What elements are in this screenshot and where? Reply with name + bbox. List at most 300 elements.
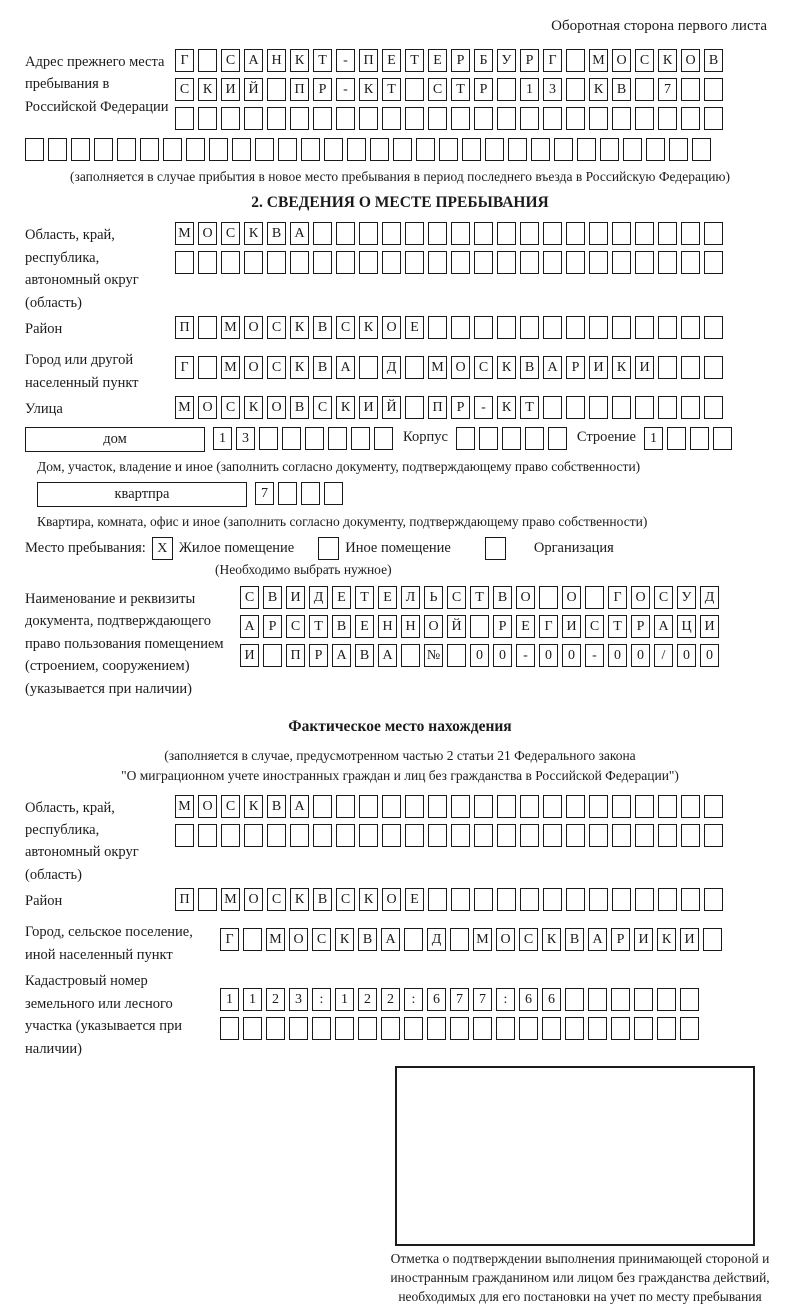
char-cell[interactable]: : — [404, 988, 423, 1011]
char-cell[interactable]: С — [221, 396, 240, 419]
char-cell[interactable]: П — [286, 644, 305, 667]
char-cell[interactable] — [704, 78, 723, 101]
char-cell[interactable] — [382, 222, 401, 245]
char-cell[interactable]: 1 — [213, 427, 232, 450]
char-cell[interactable]: С — [221, 49, 240, 72]
char-cell[interactable]: М — [221, 888, 240, 911]
char-cell[interactable]: Т — [313, 49, 332, 72]
char-cell[interactable] — [198, 356, 217, 379]
char-cell[interactable] — [243, 928, 262, 951]
char-cell[interactable] — [267, 107, 286, 130]
char-cell[interactable]: Т — [451, 78, 470, 101]
char-cell[interactable]: С — [447, 586, 466, 609]
char-cell[interactable] — [612, 251, 631, 274]
char-cell[interactable] — [566, 78, 585, 101]
char-cell[interactable] — [428, 795, 447, 818]
char-cell[interactable]: В — [313, 356, 332, 379]
char-cell[interactable]: В — [493, 586, 512, 609]
char-cell[interactable] — [336, 824, 355, 847]
char-cell[interactable] — [497, 107, 516, 130]
char-cell[interactable]: О — [244, 356, 263, 379]
char-cell[interactable]: 1 — [520, 78, 539, 101]
char-cell[interactable]: Т — [405, 49, 424, 72]
char-cell[interactable] — [681, 222, 700, 245]
char-cell[interactable] — [451, 888, 470, 911]
char-cell[interactable] — [301, 482, 320, 505]
char-cell[interactable]: О — [382, 316, 401, 339]
char-cell[interactable]: А — [588, 928, 607, 951]
char-cell[interactable]: С — [654, 586, 673, 609]
char-cell[interactable]: К — [657, 928, 676, 951]
char-cell[interactable]: В — [267, 795, 286, 818]
char-cell[interactable] — [209, 138, 228, 161]
char-cell[interactable] — [267, 251, 286, 274]
char-cell[interactable] — [520, 222, 539, 245]
char-cell[interactable] — [635, 795, 654, 818]
char-cell[interactable] — [612, 824, 631, 847]
char-cell[interactable] — [428, 107, 447, 130]
char-cell[interactable] — [520, 251, 539, 274]
char-cell[interactable] — [543, 396, 562, 419]
char-cell[interactable]: С — [267, 316, 286, 339]
char-cell[interactable]: Т — [355, 586, 374, 609]
char-cell[interactable] — [704, 316, 723, 339]
char-cell[interactable] — [428, 251, 447, 274]
char-cell[interactable] — [451, 795, 470, 818]
char-cell[interactable]: 7 — [450, 988, 469, 1011]
char-cell[interactable]: О — [244, 316, 263, 339]
char-cell[interactable] — [474, 795, 493, 818]
char-cell[interactable] — [244, 824, 263, 847]
char-cell[interactable] — [612, 316, 631, 339]
checkbox-zhiloe[interactable]: X — [152, 537, 173, 560]
char-cell[interactable]: В — [355, 644, 374, 667]
char-cell[interactable] — [704, 888, 723, 911]
char-cell[interactable]: О — [496, 928, 515, 951]
char-cell[interactable]: К — [359, 78, 378, 101]
char-cell[interactable] — [520, 316, 539, 339]
char-cell[interactable]: О — [562, 586, 581, 609]
char-cell[interactable] — [324, 138, 343, 161]
char-cell[interactable] — [585, 586, 604, 609]
char-cell[interactable] — [221, 824, 240, 847]
char-cell[interactable] — [681, 824, 700, 847]
char-cell[interactable] — [497, 316, 516, 339]
char-cell[interactable]: М — [428, 356, 447, 379]
char-cell[interactable]: Р — [520, 49, 539, 72]
char-cell[interactable] — [531, 138, 550, 161]
char-cell[interactable]: - — [585, 644, 604, 667]
char-cell[interactable] — [704, 107, 723, 130]
char-cell[interactable] — [474, 222, 493, 245]
char-cell[interactable] — [658, 824, 677, 847]
char-cell[interactable]: О — [612, 49, 631, 72]
char-cell[interactable] — [657, 988, 676, 1011]
char-cell[interactable]: И — [221, 78, 240, 101]
char-cell[interactable] — [525, 427, 544, 450]
char-cell[interactable] — [232, 138, 251, 161]
char-cell[interactable] — [404, 1017, 423, 1040]
char-cell[interactable]: У — [497, 49, 516, 72]
char-cell[interactable] — [612, 222, 631, 245]
char-cell[interactable] — [428, 888, 447, 911]
char-cell[interactable] — [290, 107, 309, 130]
char-cell[interactable] — [543, 316, 562, 339]
char-cell[interactable]: В — [565, 928, 584, 951]
char-cell[interactable]: О — [289, 928, 308, 951]
char-cell[interactable]: С — [313, 396, 332, 419]
char-cell[interactable] — [681, 316, 700, 339]
char-cell[interactable] — [681, 795, 700, 818]
char-cell[interactable]: С — [240, 586, 259, 609]
char-cell[interactable] — [566, 222, 585, 245]
char-cell[interactable]: В — [704, 49, 723, 72]
char-cell[interactable]: С — [221, 222, 240, 245]
char-cell[interactable] — [713, 427, 732, 450]
char-cell[interactable]: О — [516, 586, 535, 609]
char-cell[interactable] — [589, 396, 608, 419]
char-cell[interactable] — [427, 1017, 446, 1040]
char-cell[interactable] — [382, 107, 401, 130]
char-cell[interactable]: Е — [378, 586, 397, 609]
char-cell[interactable] — [474, 888, 493, 911]
char-cell[interactable]: Т — [520, 396, 539, 419]
char-cell[interactable] — [600, 138, 619, 161]
char-cell[interactable]: К — [290, 888, 309, 911]
char-cell[interactable]: Т — [470, 586, 489, 609]
char-cell[interactable] — [267, 78, 286, 101]
char-cell[interactable] — [405, 107, 424, 130]
char-cell[interactable]: К — [359, 888, 378, 911]
char-cell[interactable]: Д — [309, 586, 328, 609]
char-cell[interactable] — [71, 138, 90, 161]
char-cell[interactable]: К — [198, 78, 217, 101]
char-cell[interactable]: А — [381, 928, 400, 951]
char-cell[interactable] — [681, 107, 700, 130]
char-cell[interactable] — [301, 138, 320, 161]
char-cell[interactable]: В — [267, 222, 286, 245]
char-cell[interactable]: Г — [543, 49, 562, 72]
char-cell[interactable] — [470, 615, 489, 638]
char-cell[interactable]: : — [496, 988, 515, 1011]
char-cell[interactable]: Б — [474, 49, 493, 72]
char-cell[interactable]: 0 — [608, 644, 627, 667]
char-cell[interactable] — [462, 138, 481, 161]
char-cell[interactable]: 2 — [381, 988, 400, 1011]
char-cell[interactable]: 6 — [542, 988, 561, 1011]
char-cell[interactable]: Р — [309, 644, 328, 667]
char-cell[interactable] — [313, 824, 332, 847]
char-cell[interactable]: 6 — [519, 988, 538, 1011]
char-cell[interactable] — [497, 222, 516, 245]
char-cell[interactable]: К — [244, 396, 263, 419]
char-cell[interactable]: К — [335, 928, 354, 951]
char-cell[interactable] — [658, 396, 677, 419]
char-cell[interactable] — [485, 138, 504, 161]
char-cell[interactable]: С — [267, 356, 286, 379]
char-cell[interactable] — [548, 427, 567, 450]
char-cell[interactable] — [543, 107, 562, 130]
char-cell[interactable] — [48, 138, 67, 161]
char-cell[interactable] — [382, 824, 401, 847]
char-cell[interactable]: К — [612, 356, 631, 379]
char-cell[interactable] — [336, 795, 355, 818]
char-cell[interactable] — [447, 644, 466, 667]
char-cell[interactable] — [554, 138, 573, 161]
char-cell[interactable] — [255, 138, 274, 161]
char-cell[interactable]: Г — [608, 586, 627, 609]
char-cell[interactable]: Р — [451, 396, 470, 419]
char-cell[interactable]: В — [313, 316, 332, 339]
char-cell[interactable]: П — [428, 396, 447, 419]
char-cell[interactable]: Е — [428, 49, 447, 72]
char-cell[interactable] — [588, 988, 607, 1011]
char-cell[interactable] — [635, 78, 654, 101]
char-cell[interactable]: Г — [220, 928, 239, 951]
char-cell[interactable] — [543, 795, 562, 818]
char-cell[interactable]: 0 — [631, 644, 650, 667]
char-cell[interactable] — [198, 316, 217, 339]
char-cell[interactable]: 7 — [658, 78, 677, 101]
char-cell[interactable] — [259, 427, 278, 450]
char-cell[interactable]: А — [240, 615, 259, 638]
char-cell[interactable]: Д — [382, 356, 401, 379]
char-cell[interactable] — [690, 427, 709, 450]
char-cell[interactable] — [25, 138, 44, 161]
char-cell[interactable] — [198, 251, 217, 274]
char-cell[interactable] — [681, 78, 700, 101]
char-cell[interactable]: И — [635, 356, 654, 379]
char-cell[interactable] — [359, 251, 378, 274]
char-cell[interactable] — [635, 888, 654, 911]
char-cell[interactable] — [502, 427, 521, 450]
char-cell[interactable]: И — [589, 356, 608, 379]
char-cell[interactable]: Й — [244, 78, 263, 101]
char-cell[interactable]: И — [634, 928, 653, 951]
char-cell[interactable] — [612, 396, 631, 419]
char-cell[interactable] — [451, 107, 470, 130]
char-cell[interactable] — [278, 482, 297, 505]
char-cell[interactable] — [680, 1017, 699, 1040]
char-cell[interactable] — [681, 356, 700, 379]
char-cell[interactable]: С — [336, 316, 355, 339]
char-cell[interactable] — [566, 316, 585, 339]
char-cell[interactable] — [313, 251, 332, 274]
char-cell[interactable]: Е — [382, 49, 401, 72]
char-cell[interactable] — [657, 1017, 676, 1040]
char-cell[interactable] — [451, 316, 470, 339]
char-cell[interactable] — [497, 824, 516, 847]
char-cell[interactable] — [313, 222, 332, 245]
char-cell[interactable] — [704, 396, 723, 419]
char-cell[interactable] — [589, 251, 608, 274]
char-cell[interactable] — [428, 222, 447, 245]
char-cell[interactable]: Н — [378, 615, 397, 638]
char-cell[interactable]: П — [175, 888, 194, 911]
char-cell[interactable] — [428, 824, 447, 847]
char-cell[interactable] — [612, 107, 631, 130]
char-cell[interactable]: Е — [355, 615, 374, 638]
char-cell[interactable] — [175, 251, 194, 274]
char-cell[interactable]: 1 — [644, 427, 663, 450]
char-cell[interactable] — [634, 1017, 653, 1040]
char-cell[interactable] — [117, 138, 136, 161]
char-cell[interactable] — [324, 482, 343, 505]
char-cell[interactable]: В — [520, 356, 539, 379]
char-cell[interactable]: О — [451, 356, 470, 379]
char-cell[interactable] — [680, 988, 699, 1011]
char-cell[interactable]: М — [175, 396, 194, 419]
char-cell[interactable]: С — [336, 888, 355, 911]
char-cell[interactable] — [401, 644, 420, 667]
char-cell[interactable] — [635, 396, 654, 419]
char-cell[interactable] — [497, 888, 516, 911]
char-cell[interactable]: Е — [405, 888, 424, 911]
char-cell[interactable] — [405, 251, 424, 274]
char-cell[interactable] — [243, 1017, 262, 1040]
char-cell[interactable]: 0 — [470, 644, 489, 667]
char-cell[interactable] — [704, 222, 723, 245]
char-cell[interactable]: А — [290, 222, 309, 245]
char-cell[interactable]: Г — [539, 615, 558, 638]
char-cell[interactable] — [186, 138, 205, 161]
checkbox-inoe[interactable] — [318, 537, 339, 560]
char-cell[interactable] — [681, 251, 700, 274]
char-cell[interactable] — [635, 824, 654, 847]
char-cell[interactable]: К — [290, 316, 309, 339]
char-cell[interactable]: Н — [267, 49, 286, 72]
char-cell[interactable] — [519, 1017, 538, 1040]
char-cell[interactable]: Г — [175, 356, 194, 379]
char-cell[interactable]: В — [263, 586, 282, 609]
char-cell[interactable]: К — [497, 356, 516, 379]
char-cell[interactable]: 0 — [493, 644, 512, 667]
char-cell[interactable]: С — [267, 888, 286, 911]
char-cell[interactable] — [381, 1017, 400, 1040]
char-cell[interactable]: 7 — [255, 482, 274, 505]
char-cell[interactable]: С — [428, 78, 447, 101]
char-cell[interactable] — [646, 138, 665, 161]
char-cell[interactable] — [589, 795, 608, 818]
char-cell[interactable] — [520, 107, 539, 130]
char-cell[interactable]: А — [543, 356, 562, 379]
char-cell[interactable]: С — [312, 928, 331, 951]
char-cell[interactable]: / — [654, 644, 673, 667]
char-cell[interactable] — [704, 795, 723, 818]
char-cell[interactable]: К — [244, 222, 263, 245]
char-cell[interactable]: : — [312, 988, 331, 1011]
char-cell[interactable] — [370, 138, 389, 161]
char-cell[interactable] — [359, 795, 378, 818]
char-cell[interactable] — [692, 138, 711, 161]
char-cell[interactable]: Л — [401, 586, 420, 609]
char-cell[interactable] — [336, 251, 355, 274]
char-cell[interactable] — [313, 795, 332, 818]
char-cell[interactable] — [543, 824, 562, 847]
char-cell[interactable]: С — [585, 615, 604, 638]
char-cell[interactable] — [589, 222, 608, 245]
char-cell[interactable] — [244, 107, 263, 130]
char-cell[interactable] — [611, 1017, 630, 1040]
char-cell[interactable] — [267, 824, 286, 847]
char-cell[interactable]: О — [244, 888, 263, 911]
char-cell[interactable] — [198, 824, 217, 847]
char-cell[interactable] — [473, 1017, 492, 1040]
char-cell[interactable]: Р — [611, 928, 630, 951]
char-cell[interactable] — [497, 251, 516, 274]
char-cell[interactable] — [496, 1017, 515, 1040]
char-cell[interactable] — [198, 49, 217, 72]
char-cell[interactable]: 1 — [243, 988, 262, 1011]
char-cell[interactable] — [451, 222, 470, 245]
char-cell[interactable]: О — [267, 396, 286, 419]
char-cell[interactable] — [278, 138, 297, 161]
char-cell[interactable] — [566, 396, 585, 419]
char-cell[interactable]: П — [175, 316, 194, 339]
char-cell[interactable]: И — [359, 396, 378, 419]
char-cell[interactable] — [669, 138, 688, 161]
char-cell[interactable] — [244, 251, 263, 274]
char-cell[interactable] — [635, 316, 654, 339]
char-cell[interactable] — [358, 1017, 377, 1040]
char-cell[interactable] — [263, 644, 282, 667]
char-cell[interactable]: 3 — [543, 78, 562, 101]
char-cell[interactable] — [393, 138, 412, 161]
char-cell[interactable] — [163, 138, 182, 161]
char-cell[interactable] — [140, 138, 159, 161]
char-cell[interactable] — [175, 824, 194, 847]
char-cell[interactable]: Р — [451, 49, 470, 72]
char-cell[interactable] — [474, 107, 493, 130]
char-cell[interactable]: С — [519, 928, 538, 951]
char-cell[interactable] — [405, 222, 424, 245]
char-cell[interactable] — [347, 138, 366, 161]
char-cell[interactable]: В — [358, 928, 377, 951]
char-cell[interactable]: С — [221, 795, 240, 818]
char-cell[interactable] — [565, 988, 584, 1011]
char-cell[interactable]: К — [542, 928, 561, 951]
checkbox-organizaciya[interactable] — [485, 537, 506, 560]
char-cell[interactable]: О — [681, 49, 700, 72]
char-cell[interactable] — [542, 1017, 561, 1040]
char-cell[interactable] — [94, 138, 113, 161]
char-cell[interactable] — [703, 928, 722, 951]
char-cell[interactable]: А — [290, 795, 309, 818]
char-cell[interactable]: № — [424, 644, 443, 667]
char-cell[interactable]: Н — [401, 615, 420, 638]
char-cell[interactable]: Д — [427, 928, 446, 951]
char-cell[interactable] — [312, 1017, 331, 1040]
char-cell[interactable] — [359, 222, 378, 245]
char-cell[interactable] — [543, 888, 562, 911]
char-cell[interactable]: Р — [493, 615, 512, 638]
char-cell[interactable]: К — [290, 356, 309, 379]
char-cell[interactable] — [479, 427, 498, 450]
char-cell[interactable]: У — [677, 586, 696, 609]
char-cell[interactable]: 0 — [562, 644, 581, 667]
char-cell[interactable] — [282, 427, 301, 450]
char-cell[interactable]: Ц — [677, 615, 696, 638]
char-cell[interactable] — [290, 824, 309, 847]
char-cell[interactable] — [577, 138, 596, 161]
char-cell[interactable]: К — [290, 49, 309, 72]
char-cell[interactable] — [439, 138, 458, 161]
char-cell[interactable]: К — [359, 316, 378, 339]
char-cell[interactable] — [313, 107, 332, 130]
char-cell[interactable]: В — [612, 78, 631, 101]
char-cell[interactable]: Й — [382, 396, 401, 419]
char-cell[interactable] — [404, 928, 423, 951]
